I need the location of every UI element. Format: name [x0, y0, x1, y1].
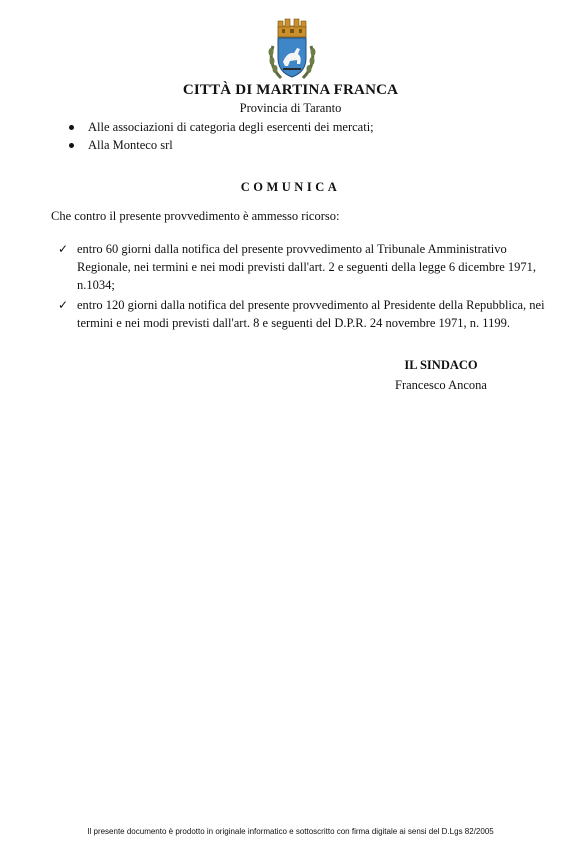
remedy-text: entro 120 giorni dalla notifica del presente provvedimento al Presidente della Repubblica, nei termini e nei modi previsti dall'art. 8 e seguenti del D.P.R. 24 novembre 1971, n. 1199. — [77, 298, 545, 330]
signature-name: Francesco Ancona — [395, 378, 487, 392]
list-item — [58, 240, 548, 294]
intro-text: Che contro il presente provvedimento è ammesso ricorso: — [51, 209, 340, 223]
province-name: Provincia di Taranto — [239, 101, 342, 115]
remedies-list — [58, 240, 548, 334]
checkmark-icon: ✓ — [58, 242, 69, 256]
checkmark-icon: ✓ — [58, 298, 69, 312]
city-title: CITTÀ DI MARTINA FRANCA — [182, 82, 399, 98]
bullet-icon — [69, 143, 74, 148]
coat-of-arms-icon — [263, 16, 321, 84]
recipients-list — [66, 118, 374, 154]
bullet-icon — [69, 125, 74, 130]
remedy-text: entro 60 giorni dalla notifica del presente provvedimento al Tribunale Amministrativo Regionale, nei termini e nei modi previsti dall'art. 2 e seguenti della legge 6 dicembre 1971, n.1034; — [77, 242, 537, 292]
list-item — [66, 118, 374, 136]
list-item — [58, 296, 548, 332]
recipient-text: Alle associazioni di categoria degli esercenti dei mercati; — [88, 120, 374, 134]
section-heading: COMUNICA — [240, 180, 341, 194]
footer-note: Il presente documento è prodotto in originale informatico e sottoscritto con firma digitale ai sensi del D.Lgs 82/2005 — [87, 827, 494, 836]
list-item — [66, 136, 374, 154]
recipient-text: Alla Monteco srl — [88, 138, 173, 152]
signature-title: IL SINDACO — [404, 358, 478, 372]
